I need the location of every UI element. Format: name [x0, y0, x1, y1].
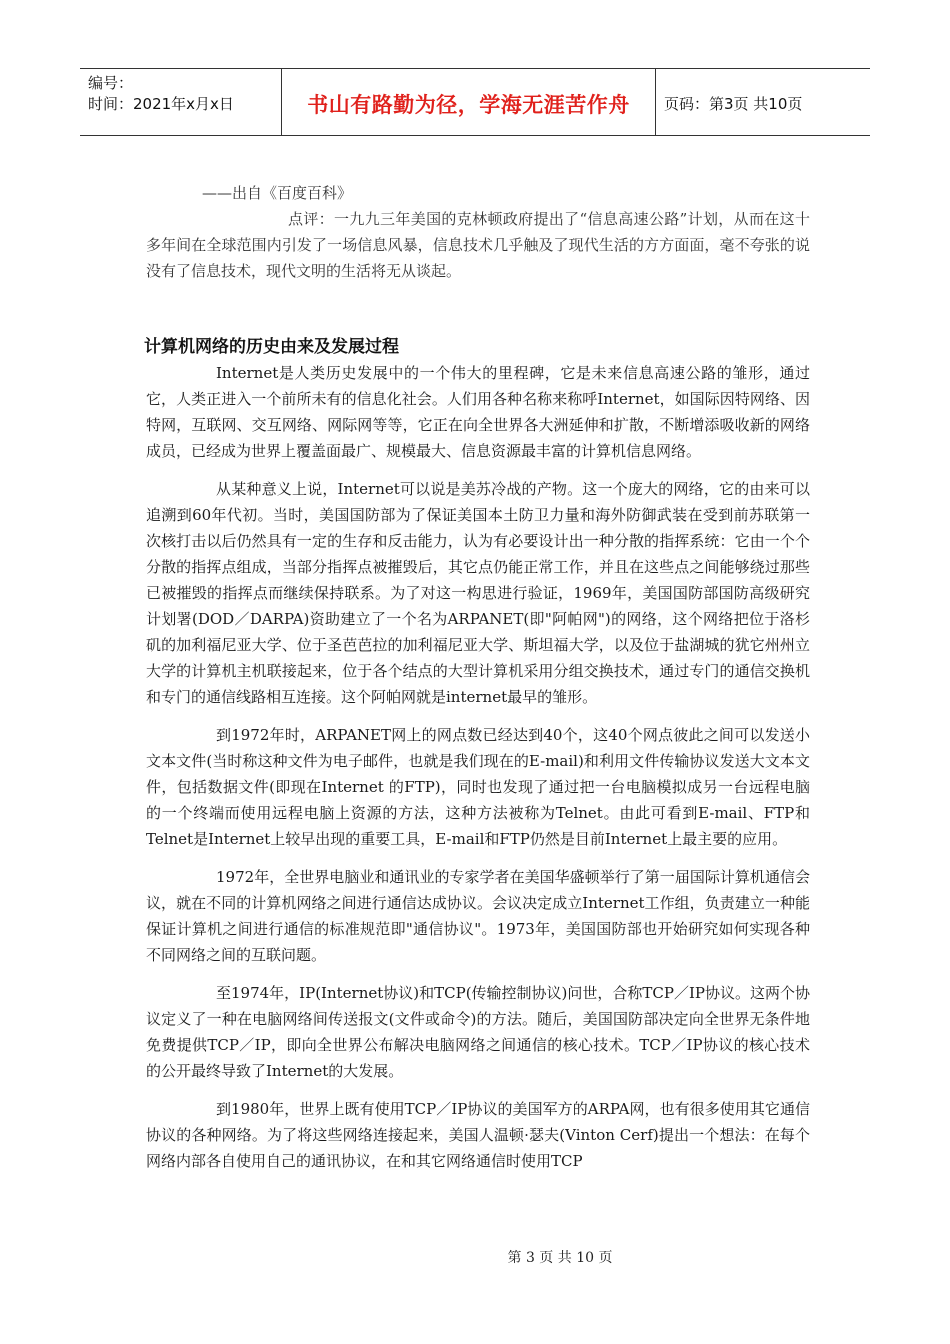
body-paragraph: 1972年，全世界电脑业和通讯业的专家学者在美国华盛顿举行了第一届国际计算机通信会议，就在不同的计算机网络之间进行通信达成协议。会议决定成立Internet工作组，负责建立一种能保证计算机之间进行通信的标准规范即"通信协议"。1973年，美国国防部也开始研究如何实现各种不同网络之间的互联问题。: [146, 868, 810, 964]
header-number-label: 编号：: [88, 74, 134, 92]
header-motto-cell: [282, 69, 656, 135]
body-paragraph: 到1980年，世界上既有使用TCP／IP协议的美国军方的ARPA网，也有很多使用其它通信协议的各种网络。为了将这些网络连接起来，美国人温顿·瑟夫(Vinton Cerf)提出一个想法：在每个网络内部各自使用自己的通讯协议，在和其它网络通信时使用TCP: [146, 1100, 810, 1170]
header-meta-cell: [80, 69, 282, 135]
header-motto: 书山有路勤为径，学海无涯苦作舟: [307, 93, 630, 117]
header-page-cell: [656, 69, 870, 135]
body-paragraph: Internet是人类历史发展中的一个伟大的里程碑，它是未来信息高速公路的雏形，通过它，人类正进入一个前所未有的信息化社会。人们用各种名称来称呼Internet，如国际因特网络、因特网，互联网、交互网络、网际网等等，它正在向全世界各大洲延伸和扩散，不断增添吸收新的网络成员，已经成为世界上覆盖面最广、规模最大、信息资源最丰富的计算机信息网络。: [146, 364, 810, 460]
page-footer: [0, 1247, 950, 1267]
body-paragraph: 至1974年，IP(Internet协议)和TCP(传输控制协议)问世，合称TCP／IP协议。这两个协议定义了一种在电脑网络间传送报文(文件或命令)的方法。随后，美国国防部决定向全世界无条件地免费提供TCP／IP，即向全世界公布解决电脑网络之间通信的核心技术。TCP／IP协议的核心技术的公开最终导致了Internet的大发展。: [146, 984, 810, 1080]
header-page-info: 页码：第3页 共10页: [664, 94, 803, 113]
body-paragraph: 从某种意义上说，Internet可以说是美苏冷战的产物。这一个庞大的网络，它的由来可以追溯到60年代初。当时，美国国防部为了保证美国本土防卫力量和海外防御武装在受到前苏联第一次核打击以后仍然具有一定的生存和反击能力，认为有必要设计出一种分散的指挥系统：它由一个个分散的指挥点组成，当部分指挥点被摧毁后，其它点仍能正常工作，并且在这些点之间能够绕过那些已被摧毁的指挥点而继续保持联系。为了对这一构思进行验证，1969年，美国国防部国防高级研究计划署(DOD／DARPA)资助建立了一个名为ARPANET(即"阿帕网")的网络，这个网络把位于洛杉矶的加利福尼亚大学、位于圣芭芭拉的加利福尼亚大学、斯坦福大学，以及位于盐湖城的犹它州州立大学的计算机主机联接起来，位于各个结点的大型计算机采用分组交换技术，通过专门的通信交换机和专门的通信线路相互连接。这个阿帕网就是internet最早的雏形。: [146, 480, 810, 706]
header-time-label: 时间：2021年x月x日: [88, 95, 234, 113]
comment-paragraph: 点评：一九九三年美国的克林顿政府提出了“信息高速公路”计划，从而在这十多年间在全球范围内引发了一场信息风暴，信息技术几乎触及了现代生活的方方面面，毫不夸张的说没有了信息技术，现代文明的生活将无从谈起。: [146, 210, 810, 280]
document-body: [146, 180, 810, 1186]
body-paragraph: 到1972年时，ARPANET网上的网点数已经达到40个，这40个网点彼此之间可以发送小文本文件(当时称这种文件为电子邮件，也就是我们现在的E-mail)和利用文件传输协议发送大文本文件，包括数据文件(即现在Internet 的FTP)，同时也发现了通过把一台电脑模拟成另一台远程电脑的一个终端而使用远程电脑上资源的方法，这种方法被称为Telnet。由此可看到E-mail、FTP和Telnet是Internet上较早出现的重要工具，E-mail和FTP仍然是目前Internet上最主要的应用。: [146, 726, 810, 848]
section-title: 计算机网络的历史由来及发展过程: [144, 337, 399, 357]
footer-page-number: 第 3 页 共 10 页: [507, 1250, 613, 1266]
source-citation: ——出自《百度百科》: [202, 184, 353, 202]
page-header: [80, 68, 870, 136]
